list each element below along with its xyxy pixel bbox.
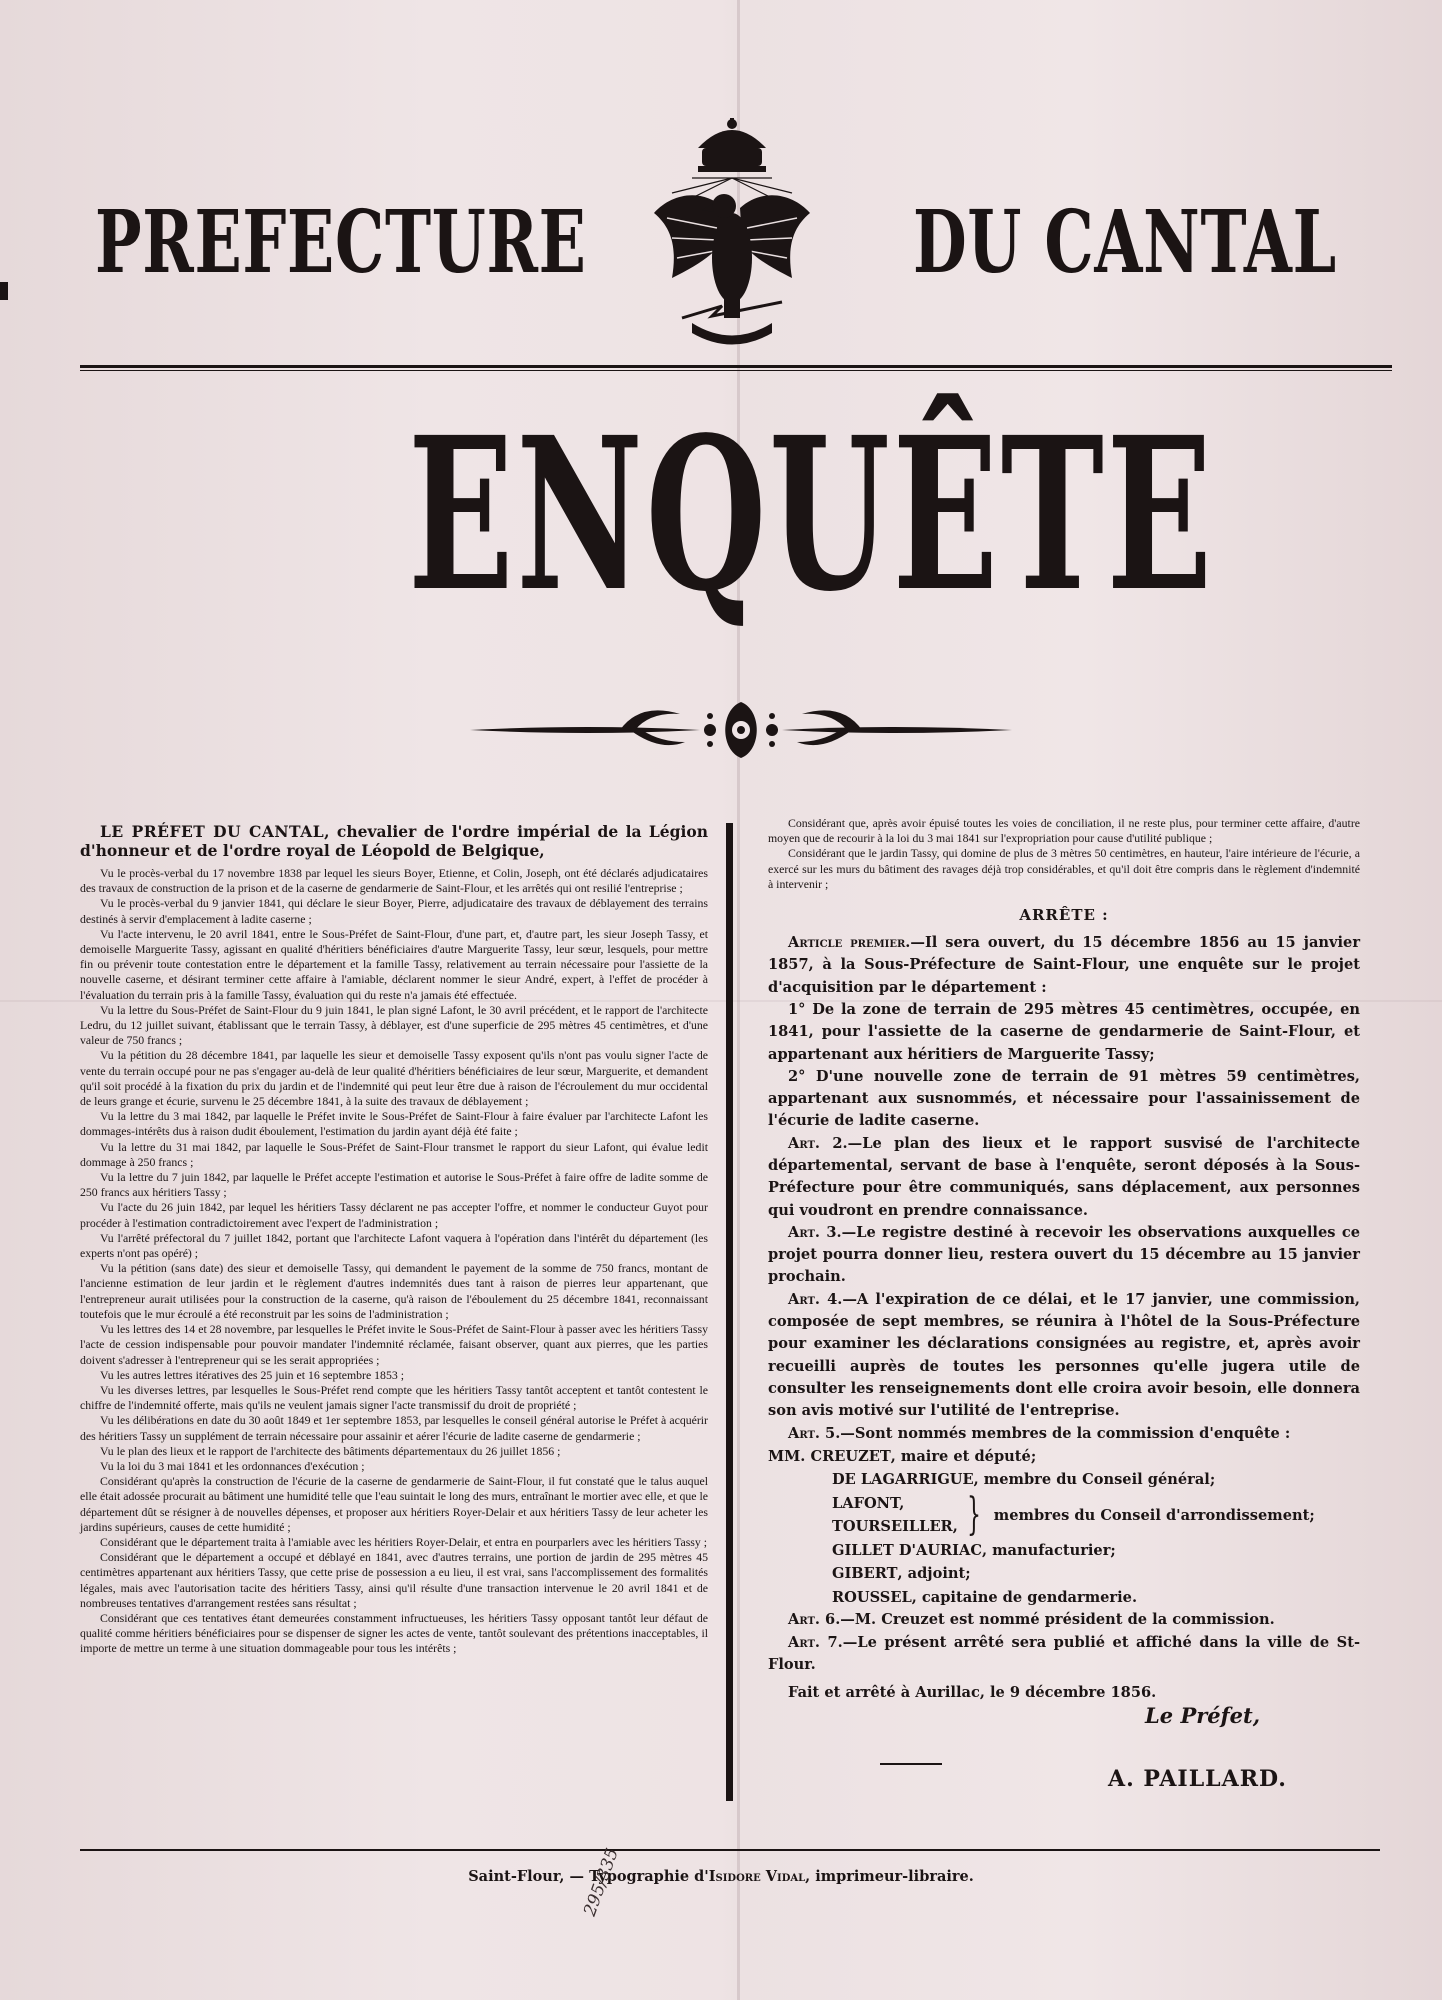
article-text: 2° D'une nouvelle zone de terrain de 91 mètres 59 centimètres, appartenant aux susnommés, et nécessaire pour l'assainissement de l'écurie de ladite caserne.	[768, 1067, 1360, 1130]
footer-rule	[80, 1849, 1380, 1851]
visa-paragraph: Vu les diverses lettres, par lesquelles le Sous-Préfet rend compte que les héritiers Tassy tantôt acceptent et tantôt contestent le chiffre de l'indemnité offerte, mais qu'ils ne veulent jamais signer l'acte transmissif du droit de propriété ;	[80, 1382, 708, 1413]
visa-paragraph: Vu l'acte intervenu, le 20 avril 1841, entre le Sous-Préfet de Saint-Flour, d'une part, et, d'autre part, les sieur Joseph Tassy, et demoiselle Marguerite Tassy, agissant en qualité d'héritiers bénéficiaires d'autre Marguerite Tassy, leur sœur, lesquels, pour mettre fin ou prévenir toute contestation entre le département et la famille Tassy, relativement au terrain nécessaire pour l'assiette de la nouvelle caserne, et désirant terminer cette affaire à l'amiable, déclarent nommer le sieur André, expert, à l'effet de procéder à l'évaluation du terrain pris à la famille Tassy, évaluation qui du reste n'a jamais été effectuée.	[80, 926, 708, 1002]
header-rule-thin	[80, 370, 1392, 371]
member-role: , manufacturier;	[981, 1541, 1116, 1559]
article-label: Art. 7.	[788, 1633, 843, 1651]
imperial-eagle-crown-icon	[632, 118, 832, 358]
article-text: —Le présent arrêté sera publié et affiché dans la ville de St-Flour.	[768, 1633, 1360, 1673]
member-name: GILLET D'AURIAC	[832, 1541, 982, 1559]
article-text: —Le plan des lieux et le rapport susvisé de l'architecte départemental, servant de base à l'enquête, seront déposés à la Sous-Préfecture pour être communiqués, sans déplacement, aux personnes qui voudront en prendre connaissance.	[768, 1134, 1361, 1219]
member-creuzet	[768, 1445, 1360, 1469]
signature-rule	[880, 1763, 942, 1765]
article-6	[768, 1609, 1360, 1631]
intro-paragraph	[80, 822, 708, 860]
considerant-paragraph: Considérant que le département a occupé et déblayé en 1841, avec d'autres terrains, une portion de jardin de 295 mètres 45 centimètres appartenant aux héritiers Tassy, que cette prise de possession a eu lieu, il est vrai, sans l'accomplissement des formalités légales, mais avec l'autorisation tacite des héritiers Tassy, ainsi qu'il résulte d'une transaction intervenue le 20 avril 1841 et de nombreuses tentatives d'arrangement restées sans résultat ;	[80, 1550, 708, 1610]
article-3	[768, 1222, 1360, 1289]
visa-paragraph: Vu la pétition du 28 décembre 1841, par laquelle les sieur et demoiselle Tassy exposent qu'ils n'ont pas voulu signer l'acte de vente du terrain occupé pour ne pas s'engager au-delà de leur qualité d'héritiers bénéficiaires de leur sœur, Marguerite, et demandent qu'il soit procédé à la fixation du prix du jardin et de l'indemnité qui peut leur être due à raison de l'écroulement du mur occidental de leurs grange et écurie, survenu le 25 décembre 1841, à la suite des travaux de déblayement ;	[80, 1048, 708, 1109]
header-rule	[80, 365, 1392, 368]
member-gillet	[768, 1539, 1360, 1563]
visa-paragraph: Vu les délibérations en date du 30 août 1849 et 1er septembre 1853, par lesquelles le conseil général autorise le Préfet à acquérir des héritiers Tassy un supplément de terrain nécessaire pour assainir et aérer l'écurie de ladite caserne de gendarmerie ;	[80, 1413, 708, 1443]
visa-paragraph: Vu la lettre du Sous-Préfet de Saint-Flour du 9 juin 1841, le plan signé Lafont, le 30 avril précédent, et le rapport de l'architecte Ledru, du 12 juillet suivant, établissant que le terrain Tassy, à déblayer, est d'une superficie de 295 mètres 45 centimètres, et d'une valeur de 750 francs ;	[80, 1002, 708, 1048]
member-name: CREUZET	[810, 1447, 891, 1465]
visa-paragraph: Vu les lettres des 14 et 28 novembre, par lesquelles le Préfet invite le Sous-Préfet de Saint-Flour à passer avec les héritiers Tassy l'acte de cession indispensable pour pouvoir mandater l'indemnité réclamée, faisant observer, quant aux pierres, que les parties doivent s'adresser à l'entrepreneur qui se les serait appropriées ;	[80, 1322, 708, 1367]
header-left: PREFECTURE	[95, 192, 587, 293]
intro-prefet: LE PRÉFET DU CANTAL	[100, 822, 325, 841]
article-text: —A l'expiration de ce délai, et le 17 janvier, une commission, composée de sept membres, se réunira à l'hôtel de la Sous-Préfecture pour examiner les déclarations consignées au registre, et, après avoir recueilli auprès de toutes les personnes qu'elle jugera utile de consulter les renseignements dont elle croira avoir besoin, elle donnera son avis motivé sur l'utilité de l'entreprise.	[768, 1290, 1361, 1420]
member-name: ROUSSEL	[832, 1588, 912, 1606]
member-name: TOURSEILLER,	[832, 1518, 958, 1536]
article-5	[768, 1423, 1360, 1445]
page-title: ENQUÊTE	[408, 391, 1215, 638]
fait-a-aurillac: Fait et arrêté à Aurillac, le 9 décembre 1856.	[788, 1684, 1157, 1702]
members-prefix: MM.	[768, 1447, 806, 1465]
considerant-paragraph: Considérant que le département traita à l'amiable avec les héritiers Royer-Delair, et entra en pourparlers avec les héritiers Tassy ;	[100, 1534, 708, 1549]
visa-paragraph: Vu la loi du 3 mai 1841 et les ordonnances d'exécution ;	[100, 1458, 365, 1473]
article-1	[768, 932, 1360, 999]
visa-paragraph: Vu l'acte du 26 juin 1842, par lequel les héritiers Tassy déclarent ne pas accepter l'offre, et nommer le conducteur Guyot pour procéder à l'estimation contradictoirement avec l'expert de l'administration ;	[80, 1200, 708, 1230]
article-text: 1° De la zone de terrain de 295 mètres 45 centimètres, occupée, en 1841, pour l'assiette de la caserne de gendarmerie de Saint-Flour, et appartenant aux héritiers de Marguerite Tassy;	[768, 1000, 1360, 1063]
member-lagarrigue	[768, 1468, 1360, 1492]
visa-paragraph: Vu le procès-verbal du 9 janvier 1841, qui déclare le sieur Boyer, Pierre, adjudicataire des travaux de déblayement des terrains destinés à servir d'emplacement à ladite caserne ;	[80, 896, 708, 926]
considerant-paragraph: Considérant que ces tentatives étant demeurées constamment infructueuses, les héritiers Tassy opposant tantôt leur défaut de qualité comme héritiers bénéficiaires pour se dispenser de signer les actes de vente, tantôt soulevant des prétentions inacceptables, il importe de mettre un terme à une situation dommageable pour tous les intérêts ;	[80, 1610, 708, 1656]
member-role: , capitaine de gendarmerie.	[911, 1588, 1138, 1606]
article-text: —Sont nommés membres de la commission d'enquête :	[840, 1424, 1291, 1442]
member-role: membres du Conseil d'arrondissement;	[993, 1506, 1315, 1524]
header-right: DU CANTAL	[913, 192, 1337, 293]
member-role: , adjoint;	[897, 1565, 971, 1583]
signature-name: A. PAILLARD.	[1108, 1766, 1287, 1792]
article-label: Art. 6.	[788, 1611, 841, 1629]
intro-titles: , chevalier de l'ordre impérial de la Légion d'honneur et de l'ordre royal de Léopold de Belgique,	[80, 822, 708, 860]
column-divider	[726, 823, 733, 1801]
article-label: Article premier.	[788, 934, 911, 952]
article-7	[768, 1632, 1360, 1677]
imprint-place: Saint-Flour, — Typographie d'	[468, 1868, 709, 1885]
visa-paragraph: Vu les autres lettres itératives des 25 juin et 16 septembre 1853 ;	[100, 1367, 404, 1382]
edge-mark	[0, 282, 8, 300]
article-1-item-2	[768, 1066, 1360, 1133]
member-name: LAFONT,	[832, 1494, 905, 1512]
article-label: Art. 4.	[788, 1290, 843, 1308]
scroll-ornament-icon	[470, 690, 1012, 770]
article-4	[768, 1289, 1360, 1423]
printer-imprint	[0, 1868, 1442, 1885]
member-name: GIBERT	[832, 1565, 898, 1583]
commission-members	[768, 1445, 1360, 1610]
article-2	[768, 1133, 1360, 1222]
signature-title: Le Préfet,	[1145, 1703, 1261, 1728]
member-gibert	[768, 1562, 1360, 1586]
visa-paragraph: Vu le plan des lieux et le rapport de l'architecte des bâtiments départementaux du 26 juillet 1856 ;	[100, 1443, 561, 1458]
member-role: , membre du Conseil général;	[973, 1471, 1216, 1489]
member-name: DE LAGARRIGUE	[832, 1471, 974, 1489]
article-label: Art. 3.	[788, 1223, 842, 1241]
visa-paragraph: Vu la lettre du 7 juin 1842, par laquelle le Préfet accepte l'estimation et autorise le Sous-Préfet à faire offre de ladite somme de 250 francs aux héritiers Tassy ;	[80, 1170, 708, 1200]
article-label: Art. 2.	[788, 1134, 848, 1152]
brace-icon: }	[966, 1489, 981, 1541]
visa-paragraph: Vu la lettre du 31 mai 1842, par laquelle le Sous-Préfet de Saint-Flour transmet le rapport du sieur Lafont, qui évalue ledit dommage à 250 francs ;	[80, 1139, 708, 1169]
visa-paragraph: Vu la lettre du 3 mai 1842, par laquelle le Préfet invite le Sous-Préfet de Saint-Flour à faire évaluer par l'architecte Lafont les dommages-intérêts dus à raison dudit éboulement, l'estimation du jardin ayant déjà été faite ;	[80, 1109, 708, 1139]
article-text: —Le registre destiné à recevoir les observations auxquelles ce projet pourra donner lieu, restera ouvert du 15 décembre au 15 janvier prochain.	[768, 1223, 1361, 1286]
imprint-printer: Isidore Vidal	[708, 1868, 806, 1885]
member-role: , maire et député;	[890, 1447, 1037, 1465]
arrete-heading: ARRÊTE :	[1019, 906, 1109, 925]
visa-paragraph: Vu l'arrêté préfectoral du 7 juillet 1842, portant que l'architecte Lafont vaquera à l'opération dans l'intérêt du département (les experts n'ont pas opéré) ;	[80, 1230, 708, 1261]
visa-paragraph: Vu la pétition (sans date) des sieur et demoiselle Tassy, qui demandent le payement de la somme de 750 francs, montant de l'ancienne estimation de leur jardin et le règlement d'autres indemnités dues tant à raison de pierres leur appartenant, que l'entrepreneur aurait utilisées pour la construction de la caserne, qu'à raison de l'éboulement du 25 décembre 1841, reconnaissant toutefois que le mur écroulé a été reconstruit par les soins de l'administration ;	[80, 1261, 708, 1321]
considerant-paragraph: Considérant que le jardin Tassy, qui domine de plus de 3 mètres 50 centimètres, en hauteur, l'aire intérieure de l'écurie, a exercé sur les murs du bâtiment des ravages déjà trop considérables, et qu'il doit être compris dans le règlement d'indemnité à intervenir ;	[768, 846, 1360, 891]
article-text: —M. Creuzet est nommé président de la commission.	[840, 1611, 1275, 1629]
member-roussel	[768, 1586, 1360, 1610]
considerant-paragraph: Considérant que, après avoir épuisé toutes les voies de conciliation, il ne reste plus, pour terminer cette affaire, d'autre moyen que de recourir à la loi du 3 mai 1841 sur l'expropriation pour cause d'utilité publique ;	[768, 816, 1360, 846]
article-1-item-1	[768, 999, 1360, 1066]
article-text: —Il sera ouvert, du 15 décembre 1856 au 15 janvier 1857, à la Sous-Préfecture de Saint-Flour, une enquête sur le projet d'acquisition par le département :	[768, 934, 1361, 996]
member-names	[832, 1492, 958, 1539]
left-column	[80, 822, 708, 1657]
visa-paragraph: Vu le procès-verbal du 17 novembre 1838 par lequel les sieurs Boyer, Etienne, et Colin, Joseph, ont été déclarés adjudicataires des travaux de construction de la prison et de la caserne de gendarmerie de Saint-Flour, et les arrêtés qui ont resilié l'entreprise ;	[80, 866, 708, 896]
handwritten-shelfmark: 295/335	[580, 1845, 623, 1919]
considerant-paragraph: Considérant qu'après la construction de l'écurie de la caserne de gendarmerie de Saint-Flour, il fut constaté que le talus auquel elle était adossée procurait au bâtiment une humidité telle que l'eau suintait le long des murs, entraînant le mortier avec elle, et que le département dût se résigner à de nouvelles dépenses, et proposer aux héritiers Royer-Delair et aux héritiers Tassy de leur acheter les jardins supérieurs, causes de cette humidité ;	[80, 1474, 708, 1534]
right-column	[768, 816, 1360, 1704]
article-label: Art. 5.	[788, 1424, 841, 1442]
member-group-arrondissement	[768, 1489, 1360, 1541]
imprint-trade: , imprimeur-libraire.	[805, 1868, 974, 1885]
